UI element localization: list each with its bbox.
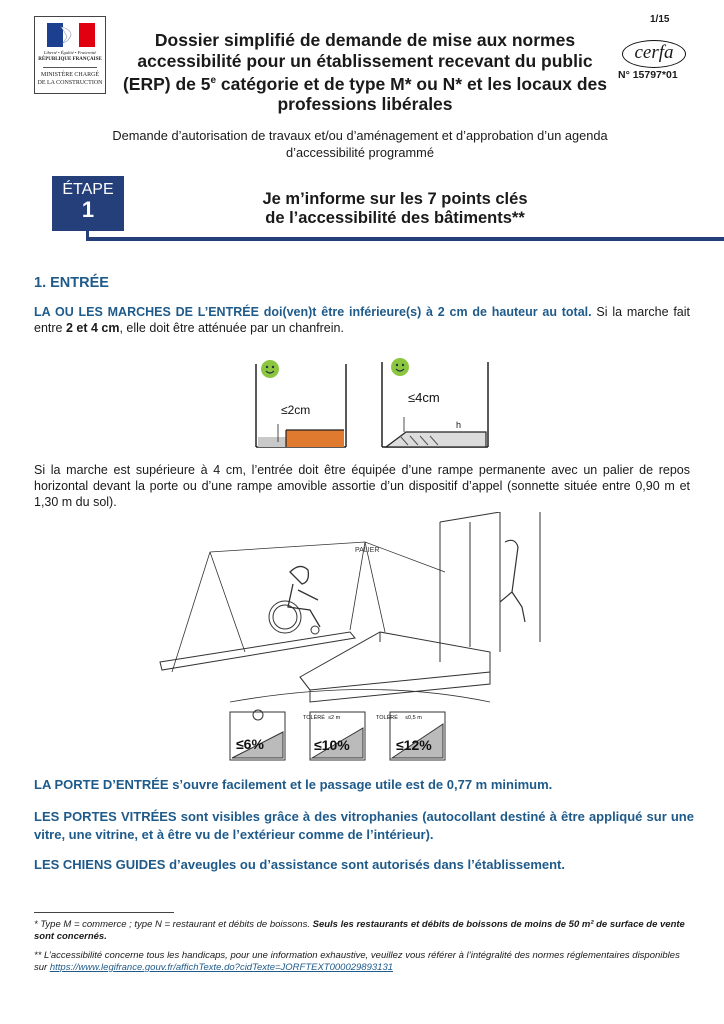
step-height-diagram [248,352,498,452]
chiens-guides-heading: LES CHIENS GUIDES [34,857,166,872]
porte-entree-heading: LA PORTE D’ENTRÉE [34,777,169,792]
paragraph-steps [34,304,690,336]
footnote-2-text: ** L’accessibilité concerne tous les handicaps, pour une information exhaustive, veuillez vous référer à l’intégralité des normes réglementaires disponibles sur [34,950,680,973]
cerfa-logo: cerfa [622,40,686,68]
etape-title [190,190,600,228]
step-2cm-diagram [256,360,346,447]
etape-number: 1 [81,197,95,222]
step-4cm-diagram [382,358,488,447]
portes-vitrees-text: sont visibles grâce à des vitrophanies (autocollant destiné à être appliqué sur une vitre, une vitrine, et à être vu de l’extérieur comme de l’intérieur). [34,809,694,842]
paragraph-ramp: Si la marche est supérieure à 4 cm, l’entrée doit être équipée d’une rampe permanente avec un palier de repos horizontal devant la porte ou d’une rampe amovible assortie d’un dispositif d’appel (sonnette située entre 0,90 m et 1,30 m du sol). [34,463,690,509]
label-2cm: ≤2cm [281,403,311,417]
steps-text-a: Si la marche fait entre [34,305,690,335]
slope-6: ≤6% [236,736,264,752]
tolere-dist-1: ≤2 m [328,715,341,721]
tolere-tag-2: TOLÉRÉ [376,715,398,721]
steps-text-b: , elle doit être atténuée par un chanfrein. [119,321,344,335]
etape-title-line2: de l’accessibilité des bâtiments** [265,209,525,227]
steps-bold: 2 et 4 cm [65,321,120,335]
document-title: Dossier simplifié de demande de mise aux normes accessibilité pour un établissement recevant du public (ERP) de 5e catégorie et de type M* ou N* et les locaux des professions libérales [122,30,608,115]
cerfa-number: N° 15797*01 [618,69,678,81]
smiley-icon [261,360,279,378]
chiens-guides-text: d’aveugles ou d’assistance sont autorisés dans l’établissement. [165,857,565,872]
footnote-2 [34,950,690,974]
label-4cm: ≤4cm [408,390,440,405]
etape-badge [52,176,124,231]
logo-ministere-1: MINISTÈRE CHARGÉ [40,72,100,78]
etape-label: ÉTAPE [62,181,114,198]
label-palier: PALIER [355,547,380,554]
logo-republique: RÉPUBLIQUE FRANÇAISE [38,57,102,62]
ramp-slope-icons [230,710,445,760]
label-h: h [456,420,462,430]
point-porte-entree [34,776,694,794]
document-subtitle: Demande d’autorisation de travaux et/ou d’aménagement et d’approbation d’un agenda d’accessibilité programmé [112,128,608,160]
logo-ministere-2: DE LA CONSTRUCTION [37,80,103,86]
point-chiens-guides [34,856,694,874]
tolere-tag-1: TOLÉRÉ [303,715,325,721]
smiley-icon [391,358,409,376]
slope-12: ≤12% [396,737,432,753]
etape-title-line1: Je m’informe sur les 7 points clés [262,190,528,208]
footnote-separator [34,912,174,913]
marianne-flag-icon [47,23,95,47]
republique-francaise-logo [34,16,106,94]
footnote-1 [34,919,690,943]
portes-vitrees-heading: LES PORTES VITRÉES [34,809,177,824]
tolere-dist-2: ≤0,5 m [405,715,422,721]
steps-heading: LA OU LES MARCHES DE L’ENTRÉE [34,305,259,319]
point-portes-vitrees [34,808,694,844]
legifrance-link[interactable]: https://www.legifrance.gouv.fr/affichTexte.do?cidTexte=JORFTEXT000029893131 [49,962,394,973]
section-heading: 1. ENTRÉE [34,275,109,291]
porte-entree-text: s’ouvre facilement et le passage utile est de 0,77 m minimum. [168,777,553,792]
page-number: 1/15 [650,14,670,25]
footnote-1-text: * Type M = commerce ; type N = restaurant et débits de boissons. [34,919,313,930]
etape-rule [86,237,724,241]
footnote-1-bold: Seuls les restaurants et débits de boissons de moins de 50 m² de surface de vente sont concernés. [34,919,685,942]
ramp-illustration [150,512,570,777]
logo-motto: Liberté • Égalité • Fraternité [43,50,97,55]
steps-rule: doi(ven)t être inférieure(s) à 2 cm de hauteur au total. [258,305,592,319]
slope-10: ≤10% [314,737,350,753]
